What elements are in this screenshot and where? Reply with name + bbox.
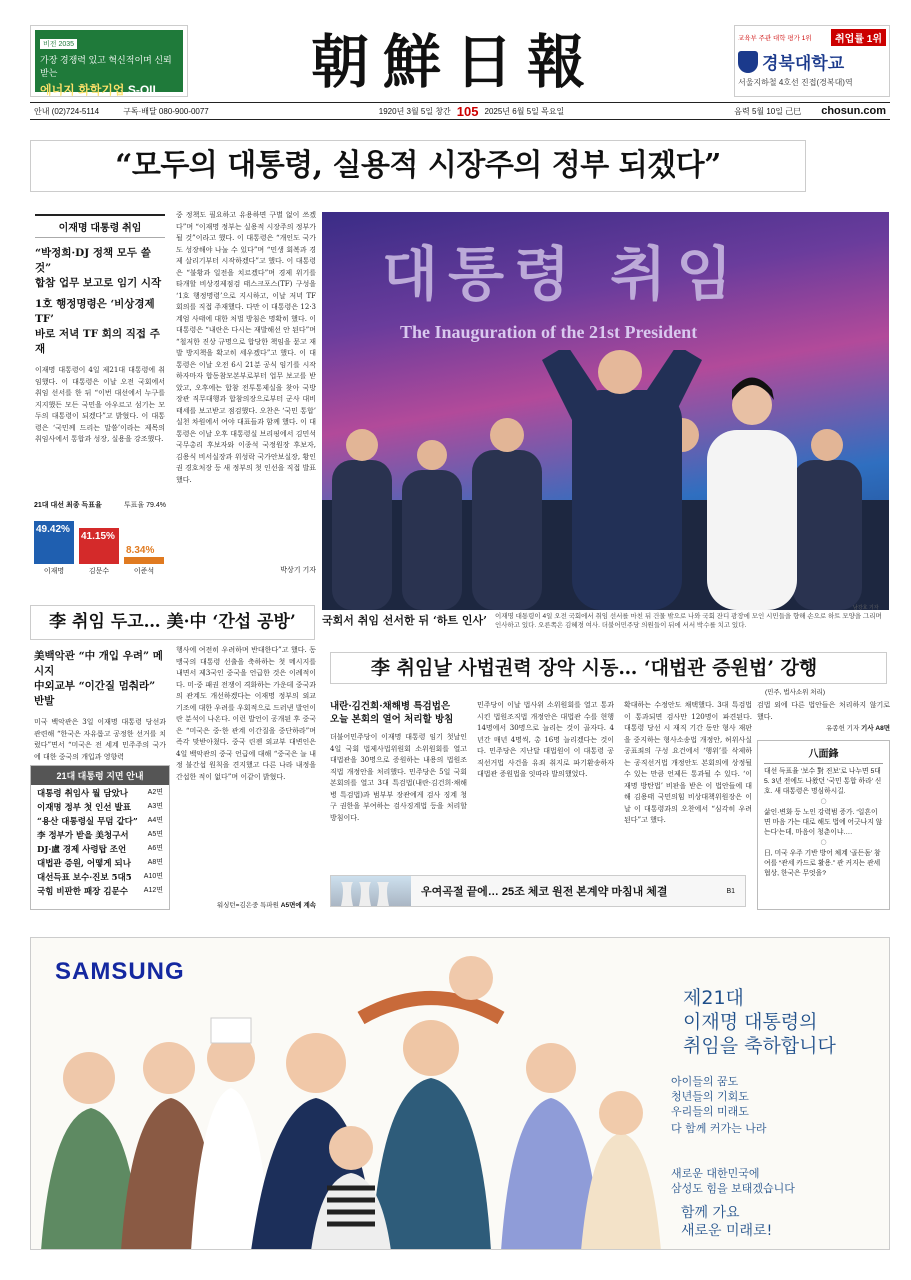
index-title-text: 대선득표 보수·진보 5대5 — [37, 873, 132, 883]
index-page: A6면 — [147, 845, 163, 852]
column-para-3: 日, 미국 우주 기반 방어 체계 ‘골든돔’ 참여를 “관세 카드로 활용.” 관 커지는 관세 협상, 한국은 무엇을? — [764, 850, 881, 877]
index-page: A12면 — [143, 887, 163, 894]
lead-subhead-2: 1호 행정명령은 ‘비상경제 TF’ 바로 저녁 TF 회의 직접 주재 — [35, 298, 160, 355]
ad-body-3: 새로운 대한민국에 삼성도 힘을 보태겠습니다 — [671, 1167, 795, 1195]
info-founded: 1920년 3월 5일 창간 — [378, 106, 451, 116]
index-title-text: “용산 대통령실 무덤 같다” — [37, 817, 138, 827]
index-row[interactable] — [31, 813, 169, 827]
article-tag: (민주, 법사소위 처리) — [765, 689, 825, 696]
issue-number: 105 — [456, 103, 479, 119]
index-row[interactable] — [31, 883, 169, 897]
continue-link[interactable]: A5면에 계속 — [280, 902, 316, 909]
election-name-1: 이재명 — [43, 568, 65, 575]
index-title-text: 이재명 정부 첫 인선 발표 — [37, 803, 131, 813]
justices-subheads: 내란·김건희·채해병 특검법은 오늘 본회의 열어 처리할 방침 — [330, 701, 454, 725]
info-bar — [30, 102, 890, 120]
index-title-text: 李 정부가 받을 美청구서 — [37, 831, 129, 841]
index-row[interactable] — [31, 841, 169, 855]
lead-column-2 — [176, 210, 316, 580]
election-pct-3: 8.34% — [126, 545, 155, 556]
ad-right-badge: 취업률 1위 — [831, 29, 886, 46]
index-row[interactable] — [31, 869, 169, 883]
caption-text: 이재명 대통령이 4일 오전 국회에서 취임 선서를 마친 뒤 건물 밖으로 나와 국회 잔디 광장에 모인 시민들을 향해 손으로 하트 모양을 그리며 인사하고 있다. 오른쪽은 김혜경 여사. 더불어민주당 의원들이 뒤에 서서 박수를 치고 있다. — [494, 613, 882, 629]
column-para-1: 대선 득표율 ‘보수 對 진보’로 나누면 5대5. 3년 전에도 나왔던 ‘국민 통합 하라’ 신호. 새 대통령은 명심하시길. — [764, 768, 882, 795]
justices-column-3 — [624, 700, 752, 835]
lead-kicker: 이재명 대통령 취임 — [35, 214, 165, 238]
lead-body-1: 이재명 대통령이 4일 제21대 대통령에 취임했다. 이 대통령은 이날 오전 국회에서 취임 선서를 한 뒤 “이번 대선에서 누구를 지지했든 모든 국민을 아우르고 섬기는 모두의 대통령이 되겠다”고 밝혔다. 이 대통령은 ‘국민께 드리는 말씀’이라는 제목의 취임사에서 통합과 성장, 실용을 강조했다. — [35, 366, 165, 443]
election-chart — [30, 500, 170, 578]
justices-column-2 — [477, 700, 614, 835]
index-title-text: 국힘 비판한 패장 김문수 — [37, 887, 128, 897]
nuclear-plant-thumbnail — [331, 876, 411, 906]
photo-credit: 남강호 기자 — [853, 605, 879, 611]
photo-banner-english: The Inauguration of the 21st President — [400, 322, 698, 342]
election-pct-1: 49.42% — [36, 524, 70, 535]
info-date: 2025년 6월 5일 목요일 — [484, 106, 565, 116]
election-name-2: 김문수 — [88, 568, 110, 575]
photo-caption — [322, 612, 889, 638]
ad-closing: 함께 가요 새로운 미래로! — [681, 1205, 773, 1239]
justices-byline: 유종헌 기자 기사 A8면 — [826, 725, 890, 732]
election-turnout: 투표율 79.4% — [123, 502, 166, 509]
us-china-byline: 워싱턴=김은중 특파원 A5면에 계속 — [216, 902, 316, 909]
election-title: 21대 대선 최종 득표율 — [34, 502, 102, 509]
ad-tag: 비전 2035 — [40, 39, 77, 49]
teaser-page: B1 — [726, 887, 735, 895]
index-page: A3면 — [147, 803, 163, 810]
article-headline-justices[interactable]: 李 취임날 사법권력 장악 시동… ‘대법관 증원법’ 강행 — [330, 652, 887, 684]
justices-body-4: 검법 외에 다른 법안들은 처리하지 않기로 했다. — [757, 701, 890, 721]
column-title: 八面鋒 — [764, 745, 883, 764]
palmyeonbong-column[interactable] — [757, 740, 890, 910]
index-page: A4면 — [147, 817, 163, 824]
samsung-ad[interactable] — [30, 937, 890, 1250]
index-row[interactable] — [31, 799, 169, 813]
ad-headline: 제21대 이재명 대통령의 취임을 축하합니다 — [683, 987, 836, 1057]
photo-banner: 대통령 취임 — [382, 240, 743, 308]
main-headline[interactable]: “모두의 대통령, 실용적 시장주의 정부 되겠다” — [30, 140, 806, 192]
index-title: 21대 대통령 지면 안내 — [31, 766, 169, 785]
masthead: 朝鮮日報 — [310, 28, 599, 96]
index-page: A8면 — [147, 859, 163, 866]
separator-icon: ○ — [820, 797, 827, 805]
article-headline-us-china[interactable]: 李 취임 두고… 美·中 ‘간섭 공방’ — [30, 605, 315, 640]
ad-right-top: 교육부 주관 대학 평가 1위 — [738, 35, 812, 42]
lead-body-2: 중 정책도 필요하고 유용하면 구별 없이 쓰겠다”며 “이재명 정부는 실용적 시장주의 정부가 될 것”이라고 했다. 이 대통령은 “개인도 국가도 성장해야 나눌 수 있다”며 “민생 회복과 경제 살리기부터 시작하겠다”고 했다. 이 대통령은 “불황과 일전을 치르겠다”며 경제 위기를 타개할 비상경제점검 태스크포스(TF) 구성을 ‘1호 행정명령’으로 지시하고, 이날 저녁 TF 회의를 직접 주재했다. 다만 이 대통령은 12·3 계엄 사태에 대한 처벌 방침은 명확히 했다. 이 대통령은 “내란은 다시는 재발해선 안 된다”며 “철저한 진상 규명으로 합당한 책임을 묻고 재발 방지책을 확고히 세우겠다”고 했다. 이 대통령은 이날 오전 6시 21분 공식 임기를 시작하자마자 합동참모본부로부터 업무 보고를 받았고, 오후에는 합참 전투통제실을 찾아 국방장관 직무대행과 합참의장으로부터 군사 대비 태세를 보고받고 점검했다. 오찬은 ‘국민 통합’ 실천 차원에서 여야 대표들과 함께 했다. 이 대통령은 이날 오후 대통령실 브리핑에서 김민석 국무총리 후보자와 이종석 국정원장 후보자, 김용식 비서실장과 위성락 국가안보실장, 황인권 경호처장 등 새 정부의 첫 인선을 직접 발표했다. — [176, 211, 316, 484]
justices-column-4 — [757, 700, 890, 730]
election-name-3: 이준석 — [133, 568, 155, 575]
justices-column-1 — [330, 700, 467, 835]
ad-body-1: 아이들의 꿈도 청년들의 기회도 우리들의 미래도 — [671, 1075, 749, 1118]
index-title-text: DJ·盧 경제 사령탑 조언 — [37, 845, 127, 855]
coverage-index — [30, 765, 170, 910]
us-china-body-2: 행사에 여전히 우려하며 반대한다”고 했다. 동맹국의 대통령 선출을 축하하는 첫 메시지를 내면서 제3국인 중국을 언급한 것은 이례적이다. 미·중 패권 전쟁이 격화하는 가운데 중국과의 관계도 개선하겠다는 이재명 정부의 외교 기조에 대한 우려를 우회적으로 드러낸 발언이란 분석이 나온다. 이런 발언이 공개된 후 중국은 “미국은 중·한 관계 이간질을 중단하라”며 즉각 맞받아쳤다. 중국 린젠 외교부 대변인은 4일 백악관의 중국 언급에 대해 “중국은 늘 내정 불간섭 원칙을 견지했고 다른 나라 내정을 간섭한 적이 없다”며 이같이 밝혔다. — [176, 646, 316, 781]
index-page: A2면 — [147, 789, 163, 796]
crowd-illustration — [322, 350, 889, 610]
column-para-2: 삶인·변화 등 노인 강력범 증가. ‘일흔이면 마음 가는 대로 해도 법에 어긋나지 않는다’는데, 마음이 청춘이냐…. — [764, 809, 883, 836]
lead-subhead-1: “박정희·DJ 정책 모두 쓸 것” 합참 업무 보고로 임기 시작 — [35, 247, 162, 289]
election-bar-3 — [124, 557, 164, 564]
sponsor-ad-university[interactable] — [734, 25, 890, 97]
ad-body-2: 다 함께 커가는 나라 — [671, 1122, 767, 1135]
index-row[interactable] — [31, 827, 169, 841]
university-emblem-icon — [738, 51, 758, 73]
teaser-czech-nuclear[interactable] — [330, 875, 746, 907]
justices-body-1: 더불어민주당이 이재명 대통령 임기 첫날인 4일 국회 법제사법위원회 소위원회를 열고 대법관을 30명으로 증원하는 내용의 법원조직법 개정안을 처리했다. 민주당은 5일 국회 본회의를 열고 3대 특검법(내란·김건희·채해병 특검법)과 범부부 장관에게 검사 징계 청구 권한을 부여하는 검사징계법 등을 처리할 방침이다. — [330, 733, 467, 822]
us-china-subheads: 美백악관 “中 개입 우려” 메시지 中외교부 “이간질 멈춰라” 반발 — [34, 650, 163, 707]
caption-head: 국회서 취임 선서한 뒤 ‘하트 인사’ — [322, 614, 487, 627]
ad-right-sub: 서울지하철 4호선 진접(경복대)역 — [738, 78, 853, 87]
us-china-column-2 — [176, 645, 316, 915]
info-lunar: 음력 5월 10일 己巳 — [734, 106, 802, 116]
ad-right-name: 경북대학교 — [762, 54, 845, 73]
info-subscribe: 구독·배달 080-900-0077 — [123, 106, 209, 116]
index-page: A5면 — [147, 831, 163, 838]
teaser-text: 우여곡절 끝에… 25조 체코 원전 본계약 마침내 체결 — [421, 886, 668, 898]
election-pct-2: 41.15% — [81, 531, 115, 542]
us-china-body-1: 미국 백악관은 3일 이재명 대통령 당선과 관련해 “한국은 자유롭고 공정한 선거를 치렀다”면서 “미국은 전 세계 민주주의 국가에 대한 중국의 개입과 영향력 — [34, 718, 166, 761]
info-phone: 안내 (02)724-5114 — [34, 106, 100, 116]
ad-brand: S-OIL — [127, 83, 160, 97]
index-title-text: 대법관 증원, 어떻게 되나 — [37, 859, 131, 869]
justices-body-2: 민주당이 이날 법사위 소위원회를 열고 통과시킨 법원조직법 개정안은 대법관 수를 현행 14명에서 30명으로 늘리는 것이 골자다. 4년간 매년 4명씩, 총 16명 늘리겠다는 것이다. 민주당은 지난달 대법원이 이 대통령 공직선거법 사건을 유죄 취지로 파기환송하자 대법관 증원법을 잇따라 발의했었다. — [477, 701, 614, 778]
lead-byline: 박상기 기자 — [280, 567, 316, 574]
separator-icon: ○ — [820, 838, 827, 846]
samsung-logo: SAMSUNG — [55, 958, 185, 985]
index-page: A10면 — [143, 873, 163, 880]
index-row[interactable] — [31, 855, 169, 869]
index-title-text: 대통령 취임사 뭘 담았나 — [37, 789, 128, 799]
sponsor-ad-soil[interactable] — [30, 25, 188, 97]
justices-continue-link[interactable]: 기사 A8면 — [861, 725, 890, 732]
ad-line1: 가장 경쟁력 있고 혁신적이며 신뢰받는 — [40, 55, 172, 78]
inauguration-photo[interactable] — [322, 212, 889, 610]
site-link[interactable]: chosun.com — [821, 105, 886, 117]
ad-line2: 에너지 화학기업 S-OIL — [40, 83, 160, 97]
index-row[interactable] — [31, 785, 169, 799]
justices-body-3: 확대하는 수정안도 채택했다. 3대 특검법이 통과되면 검사만 120명이 파견된다. 대통령 당선 시 재직 기간 동안 형사 재판을 중지하는 형사소송법 개정안, 허위사실공표죄의 구성 요건에서 ‘행위’를 삭제하는 공직선거법 개정안도 본회의에 상정될 수 있는 만큼 언제든 통과될 수 있다. ‘이재명 방탄법’ 비판을 받은 이 법안들에 대해 김용태 국민의힘 비상대책위원장은 이날 이 대통령과의 오찬에서 “심각히 우려된다”고 했다. — [624, 701, 752, 824]
